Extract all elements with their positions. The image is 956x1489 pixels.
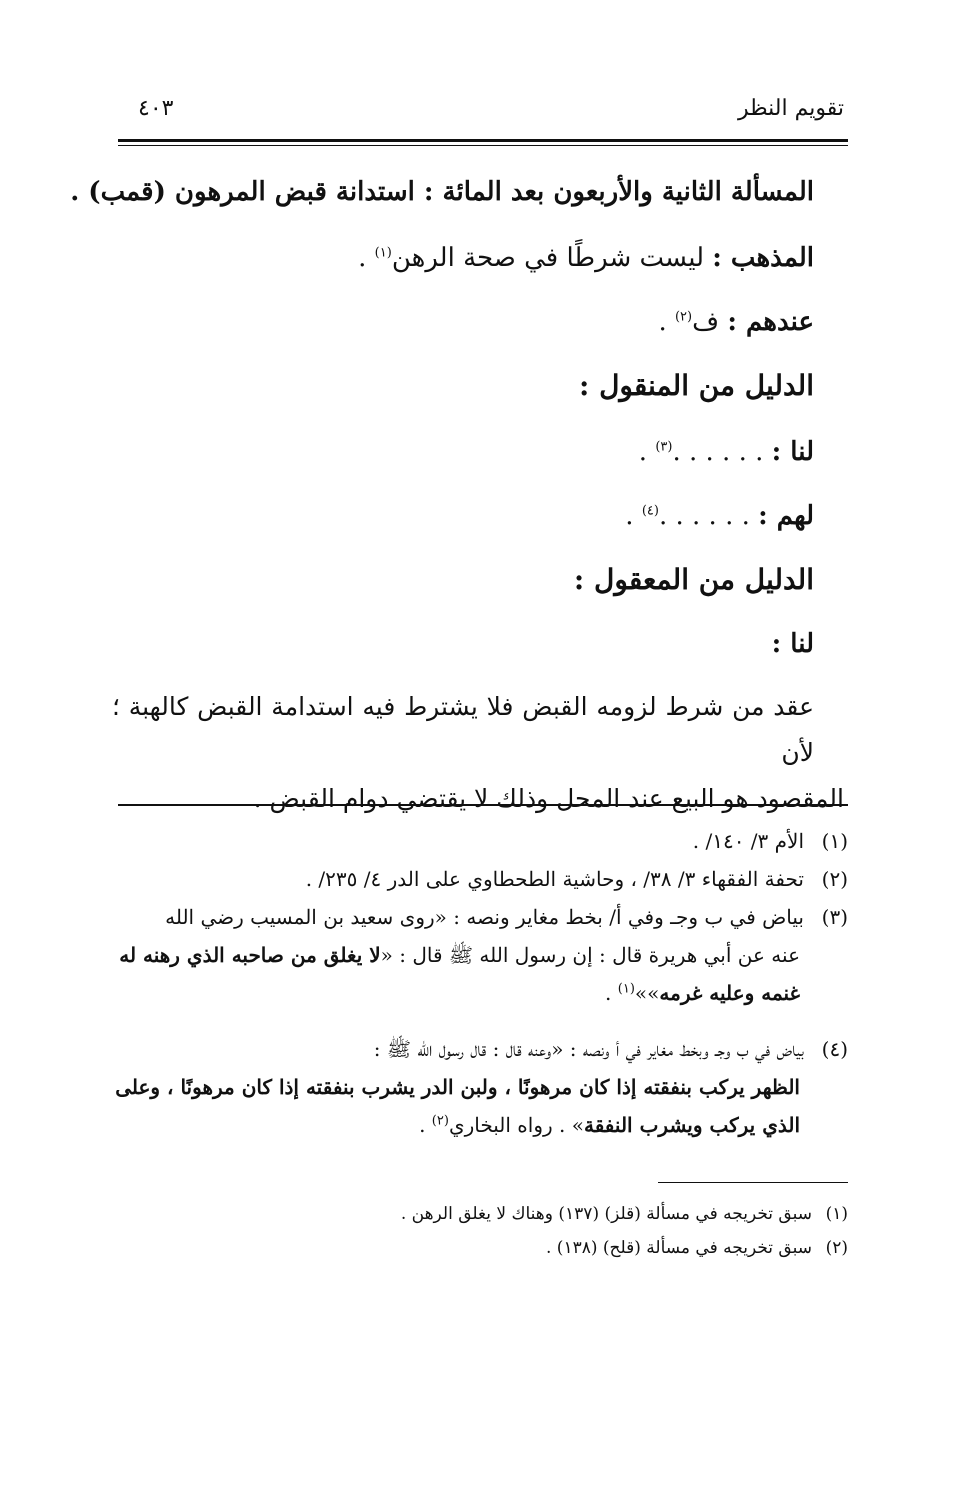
footnote-line: الظهر يركب بنفقته إذا كان مرهونًا ، ولبن الدر يشرب بنفقته إذا كان مرهونًا ، وعلى [115,1075,800,1099]
paragraph-line: المقصود هو البيع عند المحل وذلك لا يقتضي دوام القبض . [253,784,844,813]
indahum-text: ف [692,307,728,337]
footnote-2 [112,860,848,898]
footnote-4 [112,1030,848,1144]
maqul-heading: الدليل من المعقول : [573,563,814,596]
footnote-line: عنه عن أبي هريرة قال : إن رسول الله ﷺ قال : «لا يغلق من صاحبه الذي رهنه له [119,943,800,967]
manqul-heading: الدليل من المنقول : [578,369,814,402]
indahum-label: عندهم : [727,307,814,337]
issue-heading: المسألة الثانية والأربعون بعد المائة : استدانة قبض المرهون (قمب) . [70,177,814,207]
sub-footnote-text: سبق تخريجه في مسألة (قلح) (١٣٨) . [545,1238,812,1258]
footnote-ref: (٢) [674,309,693,325]
lahum-dots: . . . . . . [658,501,759,531]
indahum-line: عندهم : ف$^{(٢)}$ . [658,307,814,337]
footnote-line: غنمه وعليه غرمه»»$^{(١)}$ . [605,981,800,1005]
sub-footnote-2 [300,1232,848,1264]
lana-label: لنا : [771,437,814,467]
running-header [120,96,844,132]
footnote-ref: (١) [374,245,392,261]
footnote-number: (٤) [821,1037,848,1061]
lahum-line: لهم : . . . . . .$^{(٤)}$ . [625,501,814,531]
madhhab-line: المذهب : ليست شرطًا في صحة الرهن$^{(١)}$ . [358,243,814,273]
footnote-number: (٣) [821,905,848,929]
madhhab-text: ليست شرطًا في صحة الرهن [391,243,713,273]
sub-footnote-separator [658,1182,848,1183]
lana-dots: . . . . . . [672,437,772,467]
footnote-separator [118,804,848,806]
footnote-3 [112,898,848,1012]
lahum-label: لهم : [758,501,814,531]
lana-manqul-line: لنا : . . . . . .$^{(٣)}$ . [638,437,814,467]
footnote-line: الذي يركب ويشرب النفقة» . رواه البخاري$^{(٢)}$ . [419,1113,800,1137]
madhhab-label: المذهب : [712,243,814,273]
header-rule-thick [118,139,848,142]
sub-footnote-text: سبق تخريجه في مسألة (قلز) (١٣٧) وهناك لا يغلق الرهن . [400,1204,812,1224]
lana-maqul-label: لنا : [771,629,814,659]
footnote-number: (٢) [821,867,848,891]
sub-footnote-number: (٢) [825,1238,848,1258]
header-rule-thin [118,145,848,146]
argument-paragraph [112,684,844,822]
header-title: تقويم النظر [737,96,844,121]
footnote-text: تحفة الفقهاء ٣/ ٣٨/ ، وحاشية الطحطاوي على الدر ٤/ ٢٣٥/ . [305,867,804,891]
footnote-text: بياض في ب وجـ وبخط مغاير في أ ونصه : «وعنه قال : قال رسول الله ﷺ : [373,1037,804,1061]
page-number: ٤٠٣ [138,96,174,121]
footnote-number: (١) [821,829,848,853]
sub-footnote-number: (١) [825,1204,848,1224]
paragraph-line: عقد من شرط لزومه القبض فلا يشترط فيه استدامة القبض كالهبة ؛ لأن [112,692,814,767]
footnote-text: الأم ٣/ ١٤٠/ . [692,829,804,853]
footnote-ref: (٣) [655,439,673,455]
footnote-text: بياض في ب وجـ وفي أ/ بخط مغاير ونصه : «روى سعيد بن المسيب رضي الله [165,905,804,929]
footnote-1 [112,822,848,860]
sub-footnote-1 [300,1198,848,1230]
footnote-ref: (٤) [641,503,659,519]
